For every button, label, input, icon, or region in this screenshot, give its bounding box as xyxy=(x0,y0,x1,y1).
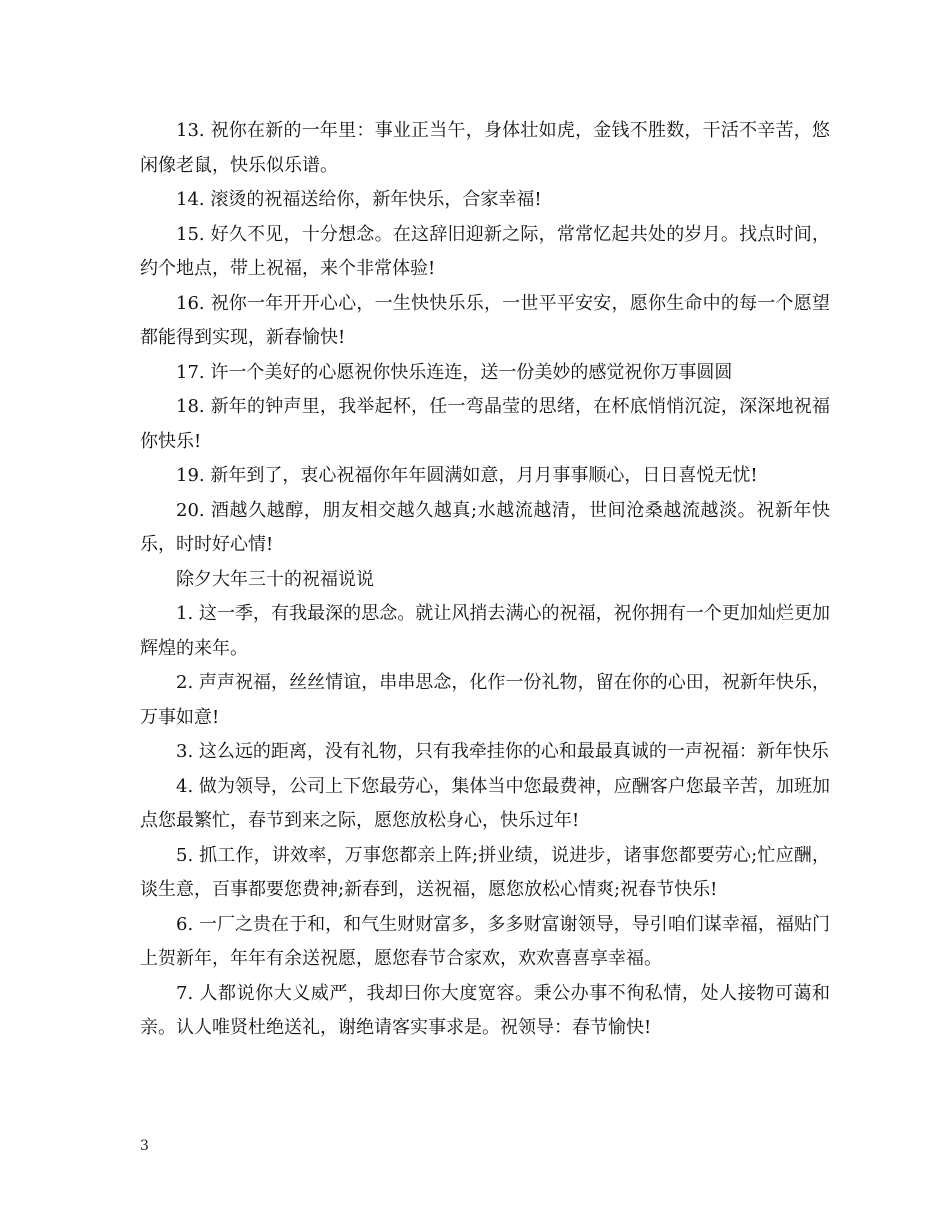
paragraph-16: 16. 祝你一年开开心心，一生快快乐乐，一世平平安安，愿你生命中的每一个愿望都能得到实现，新春愉快! xyxy=(140,292,830,348)
paragraph-13: 13. 祝你在新的一年里：事业正当午，身体壮如虎，金钱不胜数，干活不辛苦，悠闲像老鼠，快乐似乐谱。 xyxy=(140,120,830,176)
page-body xyxy=(140,114,830,1046)
paragraph-7: 7. 人都说你大义威严，我却曰你大度宽容。秉公办事不徇私情，处人接物可蔼和亲。认人唯贤杜绝送礼，谢绝请客实事求是。祝领导：春节愉快! xyxy=(140,982,830,1038)
paragraph-20: 20. 酒越久越醇，朋友相交越久越真;水越流越清，世间沧桑越流越淡。祝新年快乐，时时好心情! xyxy=(140,499,830,555)
paragraph-4: 4. 做为领导，公司上下您最劳心，集体当中您最费神，应酬客户您最辛苦，加班加点您最繁忙，春节到来之际，愿您放松身心，快乐过年! xyxy=(140,775,830,831)
paragraph-19: 19. 新年到了，衷心祝福你年年圆满如意，月月事事顺心，日日喜悦无忧! xyxy=(176,465,758,486)
paragraph-1: 1. 这一季，有我最深的思念。就让风捎去满心的祝福，祝你拥有一个更加灿烂更加辉煌的来年。 xyxy=(140,603,830,659)
paragraph-2: 2. 声声祝福，丝丝情谊，串串思念，化作一份礼物，留在你的心田，祝新年快乐，万事如意! xyxy=(140,672,830,728)
section-heading: 除夕大年三十的祝福说说 xyxy=(176,568,374,590)
paragraph-5: 5. 抓工作，讲效率，万事您都亲上阵;拼业绩，说进步，诸事您都要劳心;忙应酬，谈生意，百事都要您费神;新春到，送祝福，愿您放松心情爽;祝春节快乐! xyxy=(140,844,830,900)
page-number: 3 xyxy=(140,1138,149,1154)
paragraph-3: 3. 这么远的距离，没有礼物，只有我牵挂你的心和最最真诚的一声祝福：新年快乐 xyxy=(176,741,829,762)
paragraph-17: 17. 许一个美好的心愿祝你快乐连连，送一份美妙的感觉祝你万事圆圆 xyxy=(176,361,733,383)
paragraph-18: 18. 新年的钟声里，我举起杯，任一弯晶莹的思绪，在杯底悄悄沉淀，深深地祝福你快乐! xyxy=(140,396,830,452)
paragraph-14: 14. 滚烫的祝福送给你，新年快乐，合家幸福! xyxy=(176,189,542,210)
paragraph-15: 15. 好久不见，十分想念。在这辞旧迎新之际，常常忆起共处的岁月。找点时间，约个地点，带上祝福，来个非常体验! xyxy=(140,223,830,279)
paragraph-6: 6. 一厂之贵在于和，和气生财财富多，多多财富谢领导，导引咱们谋幸福，福贴门上贺新年，年年有余送祝愿，愿您春节合家欢，欢欢喜喜享幸福。 xyxy=(140,913,830,969)
